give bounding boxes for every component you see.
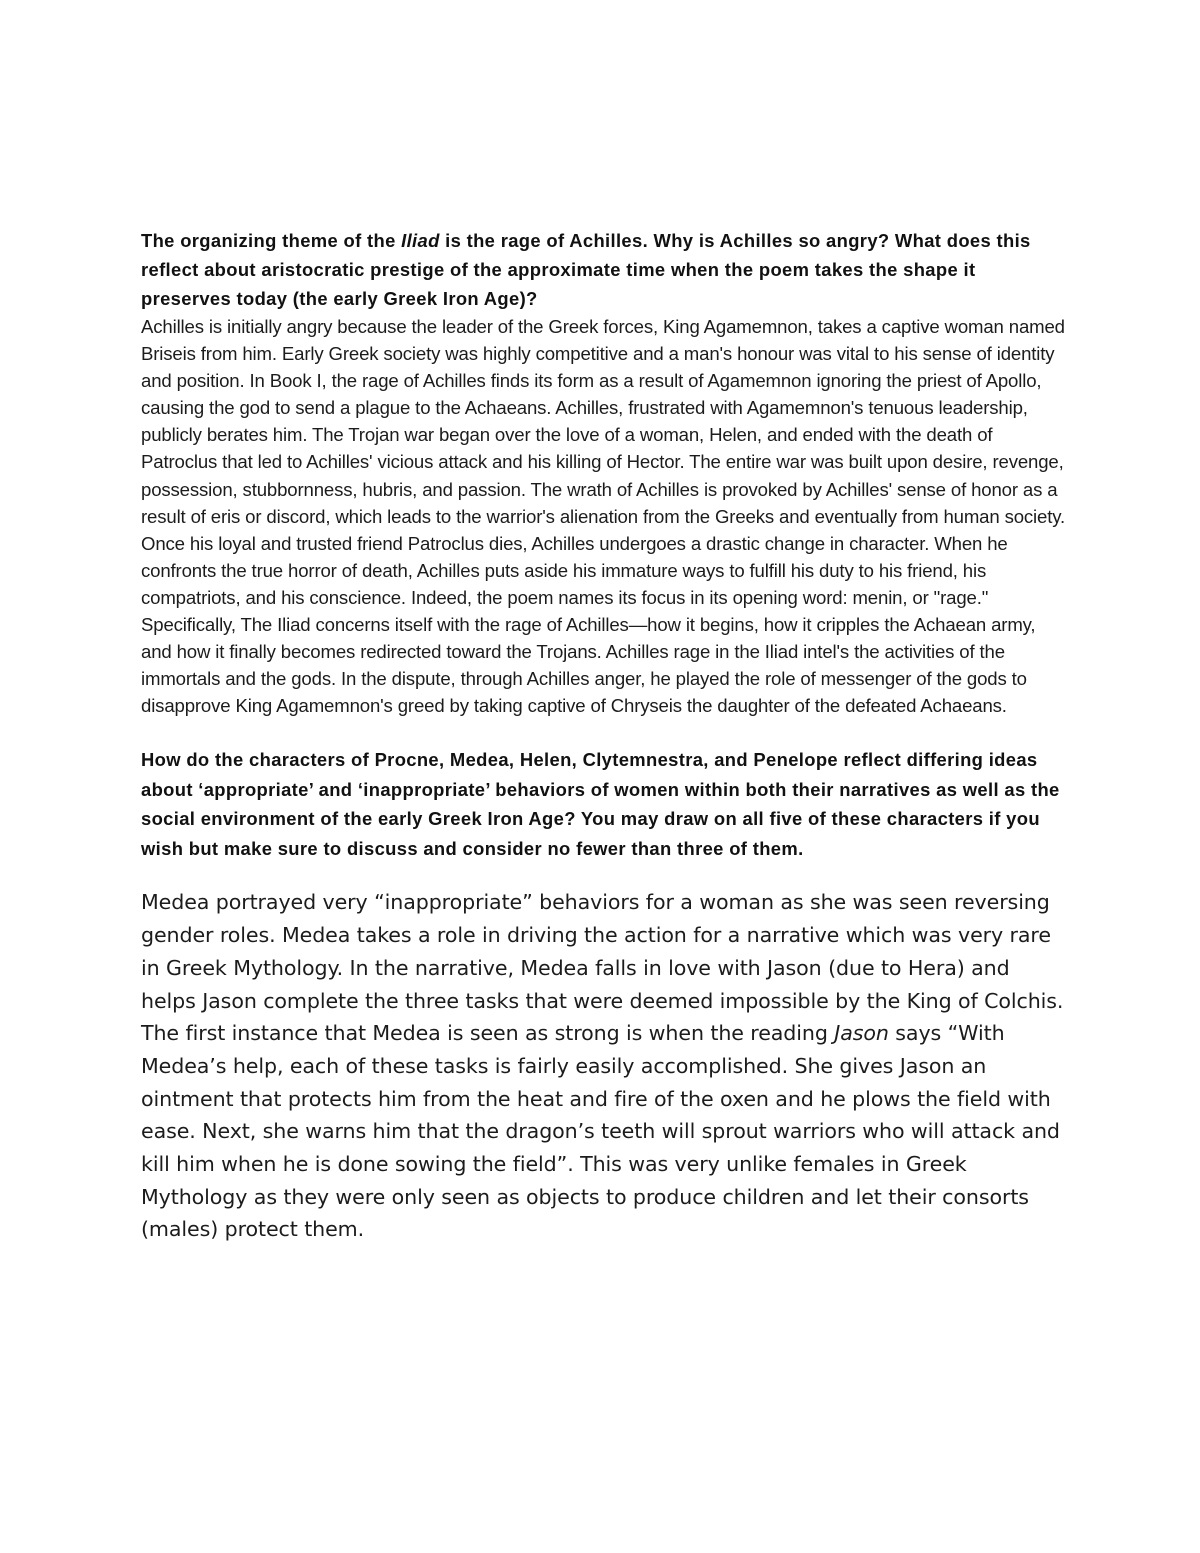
question-iliad-text-end: is the rage of Achilles. Why is Achilles so angry? What does this reflect about aristocratic prestige of the approximate time when the poem takes the shape it preserves today (the early Greek Iron Age)? xyxy=(141,230,1031,309)
jason-title: Jason xyxy=(834,1021,889,1046)
answer-medea-text-start: Medea portrayed very “inappropriate” behaviors for a woman as she was seen reversing gender roles. Medea takes a role in driving the action for a narrative which was very rare in Greek Mythology. In the narrative, Medea falls in love with Jason (due to Hera) and helps Jason complete the three tasks that were deemed impossible by the King of Colchis. The first instance that Medea is seen as strong is when the reading xyxy=(141,890,1064,1046)
question-iliad xyxy=(141,226,1066,313)
document-body xyxy=(141,226,1066,1246)
answer-iliad: Achilles is initially angry because the leader of the Greek forces, King Agamemnon, takes a captive woman named Briseis from him. Early Greek society was highly competitive and a man's honour was vital to his sense of identity and position. In Book I, the rage of Achilles finds its form as a result of Agamemnon ignoring the priest of Apollo, causing the god to send a plague to the Achaeans. Achilles, frustrated with Agamemnon's tenuous leadership, publicly berates him. The Trojan war began over the love of a woman, Helen, and ended with the death of Patroclus that led to Achilles' vicious attack and his killing of Hector. The entire war was built upon desire, revenge, possession, stubbornness, hubris, and passion. The wrath of Achilles is provoked by Achilles' sense of honor as a result of eris or discord, which leads to the warrior's alienation from the Greeks and eventually from human society. Once his loyal and trusted friend Patroclus dies, Achilles undergoes a drastic change in character. When he confronts the true horror of death, Achilles puts aside his immature ways to fulfill his duty to his friend, his compatriots, and his conscience. Indeed, the poem names its focus in its opening word: menin, or "rage." Specifically, The Iliad concerns itself with the rage of Achilles—how it begins, how it cripples the Achaean army, and how it finally becomes redirected toward the Trojans. Achilles rage in the Iliad intel's the activities of the immortals and the gods. In the dispute, through Achilles anger, he played the role of messenger of the gods to disapprove King Agamemnon's greed by taking captive of Chryseis the daughter of the defeated Achaeans. xyxy=(141,316,1066,717)
question-women-characters: How do the characters of Procne, Medea, Helen, Clytemnestra, and Penelope reflect differing ideas about ‘appropriate’ and ‘inappropriate’ behaviors of women within both their narratives as well as the social environment of the early Greek Iron Age? You may draw on all five of these characters if you wish but make sure to discuss and consider no fewer than three of them. xyxy=(141,749,1060,859)
iliad-title: Iliad xyxy=(401,230,440,251)
answer-medea-text-end: says “With Medea’s help, each of these tasks is fairly easily accomplished. She gives Jason an ointment that protects him from the heat and fire of the oxen and he plows the field with ease. Next, she warns him that the dragon’s teeth will sprout warriors who will attack and kill him when he is done sowing the field”. This was very unlike females in Greek Mythology as they were only seen as objects to produce children and let their consorts (males) protect them. xyxy=(141,1021,1060,1242)
answer-medea xyxy=(141,886,1066,1246)
question-iliad-text-start: The organizing theme of the xyxy=(141,230,402,251)
